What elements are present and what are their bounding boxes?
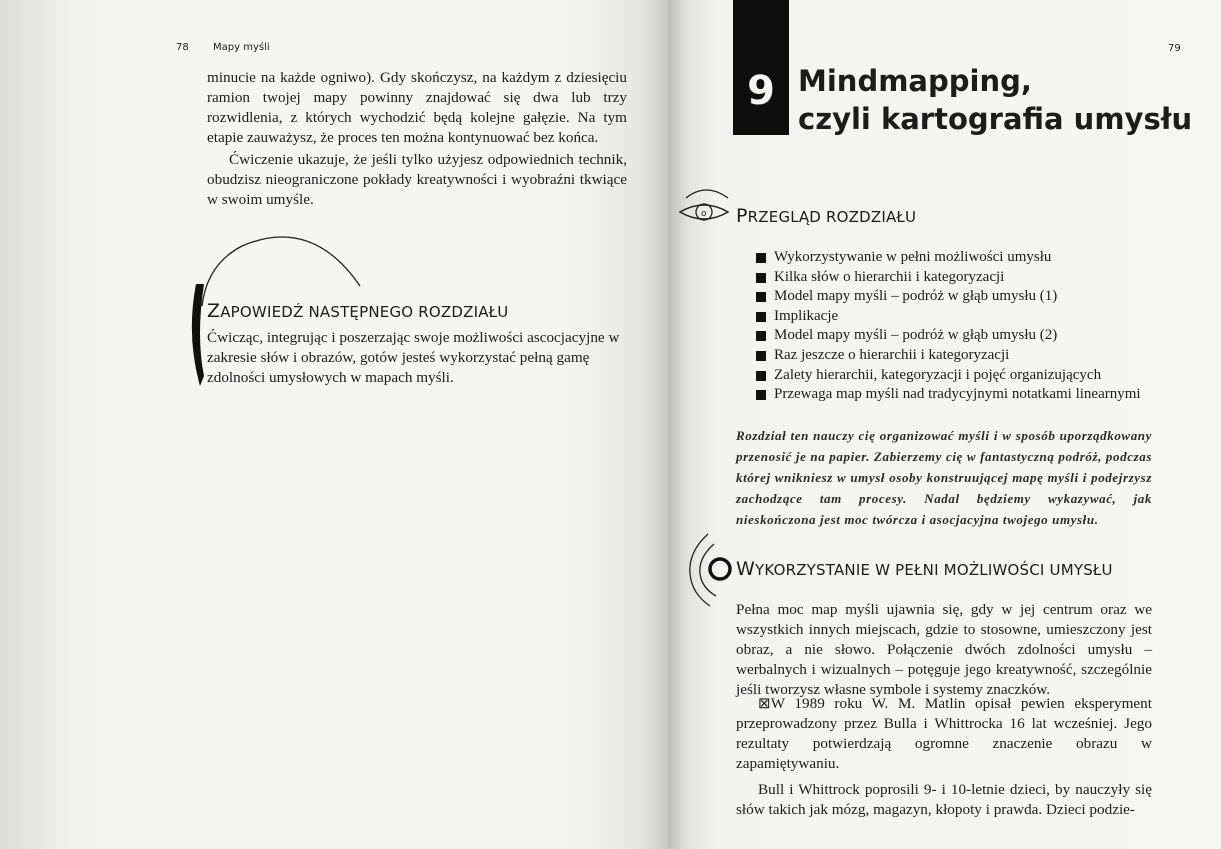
page-number-left: 78 <box>176 42 189 53</box>
overview-heading: PRZEGLĄD ROZDZIAŁU <box>736 205 917 227</box>
list-item: Model mapy myśli – podróż w głąb umysłu (2) <box>756 326 1206 346</box>
list-item: Kilka słów o hierarchii i kategoryzacji <box>756 268 1206 288</box>
section-heading: WYKORZYSTANIE W PEŁNI MOŻLIWOŚCI UMYSŁU <box>736 558 1113 580</box>
chapter-intro: Rozdział ten nauczy cię organizować myśli i w sposób uporządkowany przenosić je na papier. Zabierzemy cię w fantastyczną podróż, podczas której wnikniesz w umysł osoby konstruującej mapę myśli i podejrzysz zachodzące tam procesy. Nadal będziemy wykazywać, jak nieskończona jest moc twórcza i asocjacyjna twojego umysłu. <box>736 428 1152 527</box>
body-paragraph: Bull i Whittrock poprosili 9- i 10-letnie dzieci, by nauczyły się słów takich jak mózg, magazyn, kłopoty i prawda. Dzieci podzie- <box>736 781 1152 818</box>
chapter-number-block <box>733 0 789 135</box>
body-paragraph: Pełna moc map myśli ujawnia się, gdy w jej centrum oraz we wszystkich innych miejscach, gdzie to stosowne, umieszczony jest obraz, a nie słowo. Połączenie dwóch zdolności umysłu – werbalnych i wizualnych – potęguje jego kreatywność, szczególnie jeśli tworzysz własne symbole i systemy znaczków. <box>736 601 1152 698</box>
preview-heading: ZAPOWIEDŹ NASTĘPNEGO ROZDZIAŁU <box>207 300 509 322</box>
chapter-title <box>798 62 1192 138</box>
chapter-number: 9 <box>747 68 775 114</box>
list-item: Model mapy myśli – podróż w głąb umysłu (1) <box>756 287 1206 307</box>
list-item: Raz jeszcze o hierarchii i kategoryzacji <box>756 346 1206 366</box>
body-paragraph: ⊠W 1989 roku W. M. Matlin opisał pewien eksperyment przeprowadzony przez Bulla i Whittrocka 16 lat wcześniej. Jego rezultaty potwierdzają ogromne znaczenie obrazu w zapamiętywaniu. <box>736 695 1152 772</box>
target-icon <box>680 530 740 610</box>
right-page <box>668 0 1221 849</box>
list-item: Zalety hierarchii, kategoryzacji i pojęć organizujących <box>756 366 1206 386</box>
chapter-title-line-2: czyli kartografia umysłu <box>798 102 1193 136</box>
list-item: Przewaga map myśli nad tradycyjnymi notatkami linearnymi <box>756 385 1206 405</box>
running-header: Mapy myśli <box>213 42 270 53</box>
body-paragraph: minucie na każde ogniwo). Gdy skończysz, na każdym z dziesięciu ramion twojej mapy powinny znajdować się dwa lub trzy rozwidlenia, z których wychodzić będą kolejne gałęzie. Na tym etapie zauważysz, że proces ten można kontynuować bez końca. <box>207 69 627 146</box>
body-paragraph: Ćwiczenie ukazuje, że jeśli tylko użyjesz odpowiednich technik, obudzisz nieograniczone pokłady kreatywności i wyobraźni tkwiące w swoim umyśle. <box>207 151 627 208</box>
page-number-right: 79 <box>1168 43 1181 54</box>
svg-text:o: o <box>701 209 707 219</box>
list-item: Implikacje <box>756 307 1206 327</box>
preview-text: Ćwicząc, integrując i poszerzając swoje możliwości ascocjacyjne w zakresie słów i obrazów, gotów jesteś wykorzystać pełną gamę zdolności umysłowych w mapach myśli. <box>207 329 620 386</box>
envelope-icon: ⊠ <box>758 695 771 712</box>
overview-list <box>756 248 1206 405</box>
list-item: Wykorzystywanie w pełni możliwości umysłu <box>756 248 1206 268</box>
chapter-title-line-1: Mindmapping, <box>798 64 1032 98</box>
eye-icon <box>676 184 736 230</box>
